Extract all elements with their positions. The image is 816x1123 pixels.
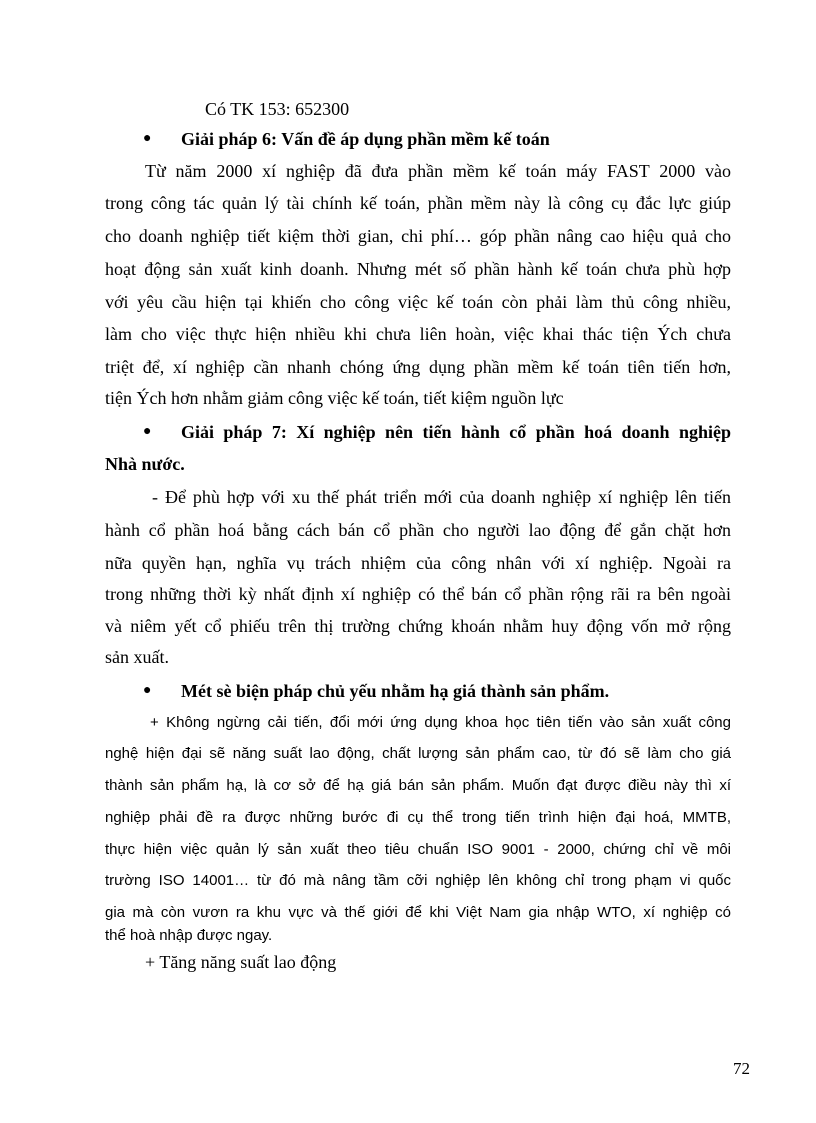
paragraph-line: thực hiện việc quản lý sản xuất theo tiêu chuẩn ISO 9001 - 2000, chứng chỉ về môi xyxy=(105,841,731,858)
paragraph-line: nữa quyền hạn, nghĩa vụ trách nhiệm của công nhân với xí nghiệp. Ngoài ra xyxy=(105,553,731,573)
page-number: 72 xyxy=(733,1059,750,1078)
paragraph-line: gia mà còn vươn ra khu vực và thế giới để khi Việt Nam gia nhập WTO, xí nghiệp có xyxy=(105,904,731,921)
paragraph-line: thành sản phẩm hạ, là cơ sở để hạ giá bán sản phẩm. Muốn đạt được điều này thì xí xyxy=(105,777,731,794)
bullet-icon: ● xyxy=(143,683,152,698)
paragraph-line: hành cổ phần hoá bằng cách bán cổ phần cho người lao động để gắn chặt hơn xyxy=(105,520,731,540)
paragraph-line: với yêu cầu hiện tại khiến cho công việc kế toán còn phải làm thủ công nhiều, xyxy=(105,292,731,312)
paragraph-line: tiện Ých hơn nhằm giảm công việc kế toán, tiết kiệm nguồn lực xyxy=(105,388,564,408)
paragraph-line: sản xuất. xyxy=(105,647,169,667)
section-heading-cost-reduction: Mét sè biện pháp chủ yếu nhằm hạ giá thành sản phẩm. xyxy=(181,681,610,701)
bullet-icon: ● xyxy=(143,424,152,439)
paragraph-line: trong công tác quản lý tài chính kế toán, phần mềm này là công cụ đắc lực giúp xyxy=(105,193,731,213)
paragraph-line: - Để phù hợp với xu thế phát triển mới của doanh nghiệp xí nghiệp lên tiến xyxy=(152,487,731,507)
paragraph-line: Từ năm 2000 xí nghiệp đã đưa phần mềm kế toán máy FAST 2000 vào xyxy=(145,161,731,181)
paragraph-line: trường ISO 14001… từ đó mà nâng tầm cỡi nghiệp lên không chỉ trong phạm vi quốc xyxy=(105,872,731,889)
section-heading-equitization: Giải pháp 7: Xí nghiệp nên tiến hành cổ phần hoá doanh nghiệp xyxy=(181,422,731,442)
paragraph-line: cho doanh nghiệp tiết kiệm thời gian, chi phí… góp phần nâng cao hiệu quả cho xyxy=(105,226,731,246)
section-heading-software: Giải pháp 6: Vấn đề áp dụng phần mềm kế toán xyxy=(181,129,550,149)
paragraph-line: hoạt động sản xuất kinh doanh. Nhưng mét số phần hành kế toán chưa phù hợp xyxy=(105,259,731,279)
paragraph-line: và niêm yết cổ phiếu trên thị trường chứng khoán nhằm huy động vốn mở rộng xyxy=(105,616,731,636)
section-heading-equitization-cont: Nhà nước. xyxy=(105,454,185,474)
paragraph-line: làm cho việc thực hiện nhiều khi chưa liên hoàn, việc khai thác tiện Ých chưa xyxy=(105,324,731,344)
header-line: Có TK 153: 652300 xyxy=(205,99,350,119)
paragraph-line: nghiệp phải đề ra được những bước đi cụ thể trong tiến trình hiện đại hoá, MMTB, xyxy=(105,809,731,826)
bullet-icon: ● xyxy=(143,131,152,146)
paragraph-line: + Không ngừng cải tiến, đổi mới ứng dụng khoa học tiên tiến vào sản xuất công xyxy=(150,714,731,731)
subsection-line: + Tăng năng suất lao động xyxy=(145,952,337,972)
paragraph-line: trong những thời kỳ nhất định xí nghiệp có thể bán cổ phần rộng rãi ra bên ngoài xyxy=(105,584,731,604)
paragraph-line: triệt để, xí nghiệp cần nhanh chóng ứng dụng phần mềm kế toán tiên tiến hơn, xyxy=(105,357,731,377)
paragraph-line: thể hoà nhập được ngay. xyxy=(105,927,273,944)
paragraph-line: nghệ hiện đại sẽ năng suất lao động, chất lượng sản phẩm cao, từ đó sẽ làm cho giá xyxy=(105,745,731,762)
